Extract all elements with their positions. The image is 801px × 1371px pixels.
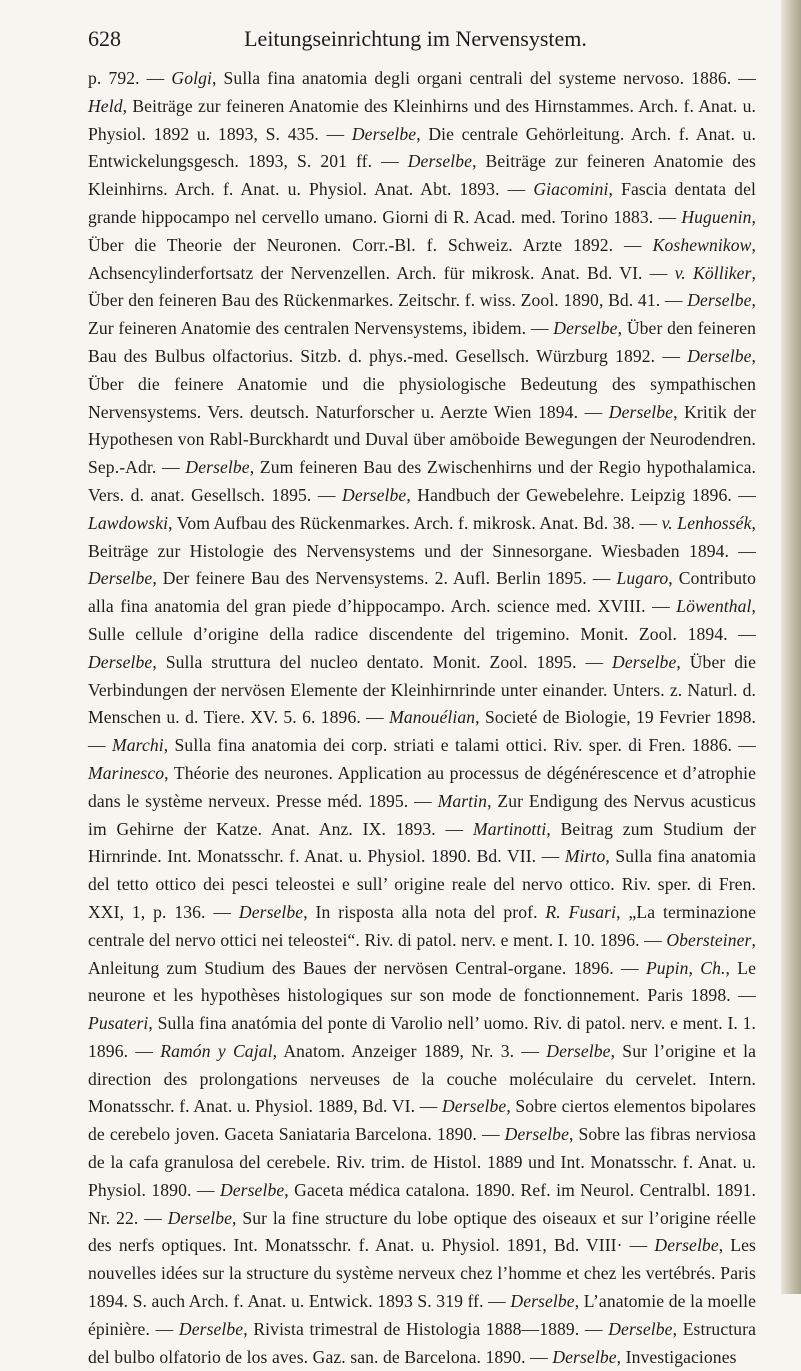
reference-text: , „La terminazione centrale del nervo ottici nei teleostei“. Riv. di patol. nerv. e ment. I. 10. 1896. —: [88, 901, 756, 950]
reference-entry: [88, 513, 662, 533]
reference-text: , Über den feineren Bau des Rückenmarkes. Zeitschr. f. wiss. Zool. 1890, Bd. 41. —: [88, 262, 756, 311]
reference-text: , Sur l’origine et la direction des prolongations nerveuses de la couche moléculaire du cervelet. Intern. Monatsschr. f. Anat. u. Physiol. 1889, Bd. VI. —: [88, 1040, 757, 1117]
reference-text: , L’anatomie de la moelle épinière. —: [88, 1291, 756, 1339]
reference-text: , Anleitung zum Studium des Baues der nervösen Central-organe. 1896. —: [88, 929, 756, 978]
reference-text: , Zum feineren Bau des Zwischenhirns und der Regio hypothalamica. Vers. d. anat. Gesellsch. 1895. —: [88, 457, 756, 505]
reference-author: Martin: [437, 790, 488, 811]
reference-text: , Sobre las fibras nerviosa de la cafa granulosa del cerebele. Riv. trim. de Histol. 1889 und Int. Monatsschr. f. Anat. u. Physiol. 1890. —: [88, 1124, 757, 1200]
reference-author: Derselbe: [510, 1291, 575, 1312]
reference-text: , Fascia dentata del grande hippocampo nel cervello umano. Giorni di R. Acad. med. Torino 1883. —: [88, 179, 756, 227]
reference-text: , Investigaciones: [616, 1346, 737, 1367]
reference-text: , Vom Aufbau des Rückenmarkes. Arch. f. mikrosk. Anat. Bd. 38. —: [168, 512, 662, 533]
reference-author: Löwenthal: [676, 596, 752, 617]
reference-author: Derselbe: [687, 290, 752, 311]
reference-author: Ramón y Cajal: [160, 1040, 273, 1061]
reference-entry: [112, 735, 756, 755]
reference-author: Manouélian: [389, 707, 476, 728]
reference-text: , Beiträge zur feineren Anatomie des Kleinhirns. Arch. f. Anat. u. Physiol. Anat. Abt. 1893. —: [88, 151, 756, 200]
reference-author: Lawdowski: [88, 512, 169, 533]
reference-entry: [88, 68, 171, 88]
reference-author: Pupin, Ch.: [645, 957, 726, 978]
reference-text: , Anatom. Anzeiger 1889, Nr. 3. —: [272, 1040, 547, 1061]
reference-text: , Über die feinere Anatomie und die physiologische Bedeutung des sympathischen Nervensystems. Vers. deutsch. Naturforscher u. Aerzte Wien 1894. —: [88, 345, 756, 422]
reference-text: , Sulla fina anatómia del ponte di Varolio nell’ uomo. Riv. di patol. nerv. e ment. I. 1. 1896. —: [88, 1013, 756, 1061]
reference-entry: [160, 1041, 546, 1061]
reference-text: , Sulla fina anatomia dei corp. striati e talami ottici. Riv. sper. di Fren. 1886. —: [163, 735, 756, 756]
reference-text: , Beiträge zur Histologie des Nervensystems und der Sinnesorgane. Wiesbaden 1894. —: [88, 512, 757, 561]
reference-text: , Kritik der Hypothesen von Rabl-Burckhardt und Duval über amöboide Bewegungen der Neurodendren. Sep.-Adr. —: [88, 401, 756, 478]
page-number: 628: [88, 26, 121, 51]
reference-entry: [239, 902, 546, 922]
reference-text: , Les nouvelles idées sur la structure du système nerveux chez l’homme et chez les vertébrés. Paris 1894. S. auch Arch. f. Anat. u. Entwick. 1893 S. 319 ff. —: [88, 1235, 756, 1312]
reference-author: Derselbe: [504, 1124, 569, 1145]
reference-text: , Achsencylinderfortsatz der Nervenzellen. Arch. für mikrosk. Anat. Bd. VI. —: [88, 234, 756, 283]
reference-author: Derselbe: [219, 1179, 285, 1200]
reference-author: Obersteiner: [666, 929, 752, 950]
reference-text: , Über die Verbindungen der nervösen Elemente der Kleinhirnrinde unter einander. Unters. z. Naturl. d. Menschen u. d. Tiere. XV. 5. 6. 1896. —: [88, 651, 756, 728]
reference-text: , Sulla fina anatomia degli organi centrali del systeme nervoso. 1886. —: [212, 68, 756, 88]
reference-text: , Rivista trimestral de Histologia 1888—1889. —: [243, 1318, 609, 1339]
reference-entry: [179, 1319, 608, 1339]
reference-author: Derselbe: [442, 1096, 507, 1117]
reference-text: , In risposta alla nota del prof.: [303, 901, 546, 922]
reference-author: Lugaro: [616, 568, 669, 589]
running-title: Leitungseinrichtung im Nervensystem.: [244, 26, 587, 51]
reference-text: , Estructura del bulbo olfatorio de los aves. Gaz. san. de Barcelona. 1890. —: [88, 1318, 756, 1367]
bibliography-paragraph: [88, 65, 756, 1371]
reference-author: Derselbe: [351, 123, 417, 144]
reference-text: , Zur Endigung des Nervus acusticus im Gehirne der Katze. Anat. Anz. IX. 1893. —: [88, 790, 757, 839]
reference-text: , Sulla fina anatomia del tetto ottico dei pesci teleostei e sull’ origine reale del nervo ottico. Riv. sper. di Fren. XXI, 1, p. 136. —: [88, 846, 756, 922]
reference-text: , Sulle cellule d’origine della radice discendente del trigemino. Monit. Zool. 1894. —: [88, 596, 756, 644]
reference-author: Derselbe: [553, 318, 618, 339]
reference-author: Derselbe: [407, 151, 473, 172]
reference-text: , Beitrag zum Studium der Hirnrinde. Int. Monatsschr. f. Anat. u. Physiol. 1890. Bd. VII. —: [88, 818, 757, 867]
reference-author: Derselbe: [342, 484, 407, 505]
reference-entry: [552, 1347, 736, 1367]
reference-entry: [88, 652, 612, 672]
reference-author: Mirto: [564, 846, 606, 867]
reference-author: Derselbe: [546, 1040, 611, 1061]
page-edge-shadow: [781, 0, 801, 1294]
reference-author: Giacomini: [533, 179, 609, 200]
reference-author: Derselbe: [88, 568, 153, 589]
reference-author: Held: [88, 95, 123, 116]
reference-text: , Beiträge zur feineren Anatomie des Kleinhirns und des Hirnstammes. Arch. f. Anat. u. Physiol. 1892 u. 1893, S. 435. —: [88, 95, 756, 144]
reference-author: Pusateri: [88, 1013, 149, 1034]
reference-author: Derselbe: [608, 1318, 673, 1339]
reference-text: , Handbuch der Gewebelehre. Leipzig 1896. —: [406, 484, 756, 505]
reference-text: , Le neurone et les hypothèses histologiques sur son mode de fonctionnement. Paris 1898. —: [88, 957, 756, 1006]
reference-text: , Sobre ciertos elementos bipolares de cerebelo joven. Gaceta Saniataria Barcelona. 1890. —: [88, 1096, 756, 1145]
reference-author: Koshewnikow: [652, 234, 752, 255]
reference-author: v. Kölliker: [674, 262, 752, 283]
reference-author: Marchi: [112, 735, 164, 756]
reference-author: Derselbe: [612, 651, 677, 672]
reference-text: , Théorie des neurones. Application au processus de dégénérescence et d’atrophie dans le système nerveux. Presse méd. 1895. —: [88, 762, 756, 811]
reference-author: Derselbe: [167, 1207, 233, 1228]
reference-author: Martinotti: [472, 818, 547, 839]
reference-author: Derselbe: [88, 651, 153, 672]
reference-entry: [342, 485, 756, 505]
reference-author: Derselbe: [687, 345, 752, 366]
reference-author: Marinesco: [88, 762, 165, 783]
reference-author: v. Lenhossék: [661, 512, 752, 533]
reference-author: Derselbe: [238, 901, 304, 922]
reference-text: , Sulla struttura del nucleo dentato. Monit. Zool. 1895. —: [152, 651, 613, 672]
reference-author: R. Fusari: [545, 901, 617, 922]
reference-author: Derselbe: [608, 401, 674, 422]
reference-text: , Über die Theorie der Neuronen. Corr.-Bl. f. Schweiz. Arzte 1892. —: [88, 206, 756, 255]
page-header: [88, 26, 743, 58]
reference-text: , Contributo alla fina anatomia del gran piede d’hippocampo. Arch. science med. XVIII. —: [88, 568, 756, 617]
reference-text: p. 792. —: [88, 68, 172, 88]
reference-entry: [88, 568, 616, 588]
reference-text: , Societé de Biologie, 19 Fevrier 1898. —: [88, 707, 756, 756]
reference-text: , Der feinere Bau des Nervensystems. 2. Aufl. Berlin 1895. —: [152, 568, 617, 589]
reference-author: Derselbe: [185, 457, 250, 478]
reference-text: , Zur feineren Anatomie des centralen Nervensystems, ibidem. —: [88, 290, 756, 339]
reference-text: , Sur la fine structure du lobe optique des oiseaux et sur l’origine réelle des nerfs optiques. Int. Monatsschr. f. Anat. u. Physiol. 1891, Bd. VIII· —: [88, 1207, 756, 1256]
reference-text: , Über den feineren Bau des Bulbus olfactorius. Sitzb. d. phys.-med. Gesellsch. Würzburg 1892. —: [88, 318, 756, 366]
reference-author: Huguenin: [681, 206, 752, 227]
reference-author: Derselbe: [552, 1346, 617, 1367]
reference-author: Golgi: [171, 68, 212, 88]
reference-text: , Gaceta médica catalona. 1890. Ref. im Neurol. Centralbl. 1891. Nr. 22. —: [88, 1179, 756, 1228]
reference-author: Derselbe: [178, 1318, 244, 1339]
reference-entry: [171, 68, 756, 88]
reference-text: , Die centrale Gehörleitung. Arch. f. Anat. u. Entwickelungsgesch. 1893, S. 201 ff. —: [88, 123, 756, 172]
reference-author: Derselbe: [654, 1235, 719, 1256]
